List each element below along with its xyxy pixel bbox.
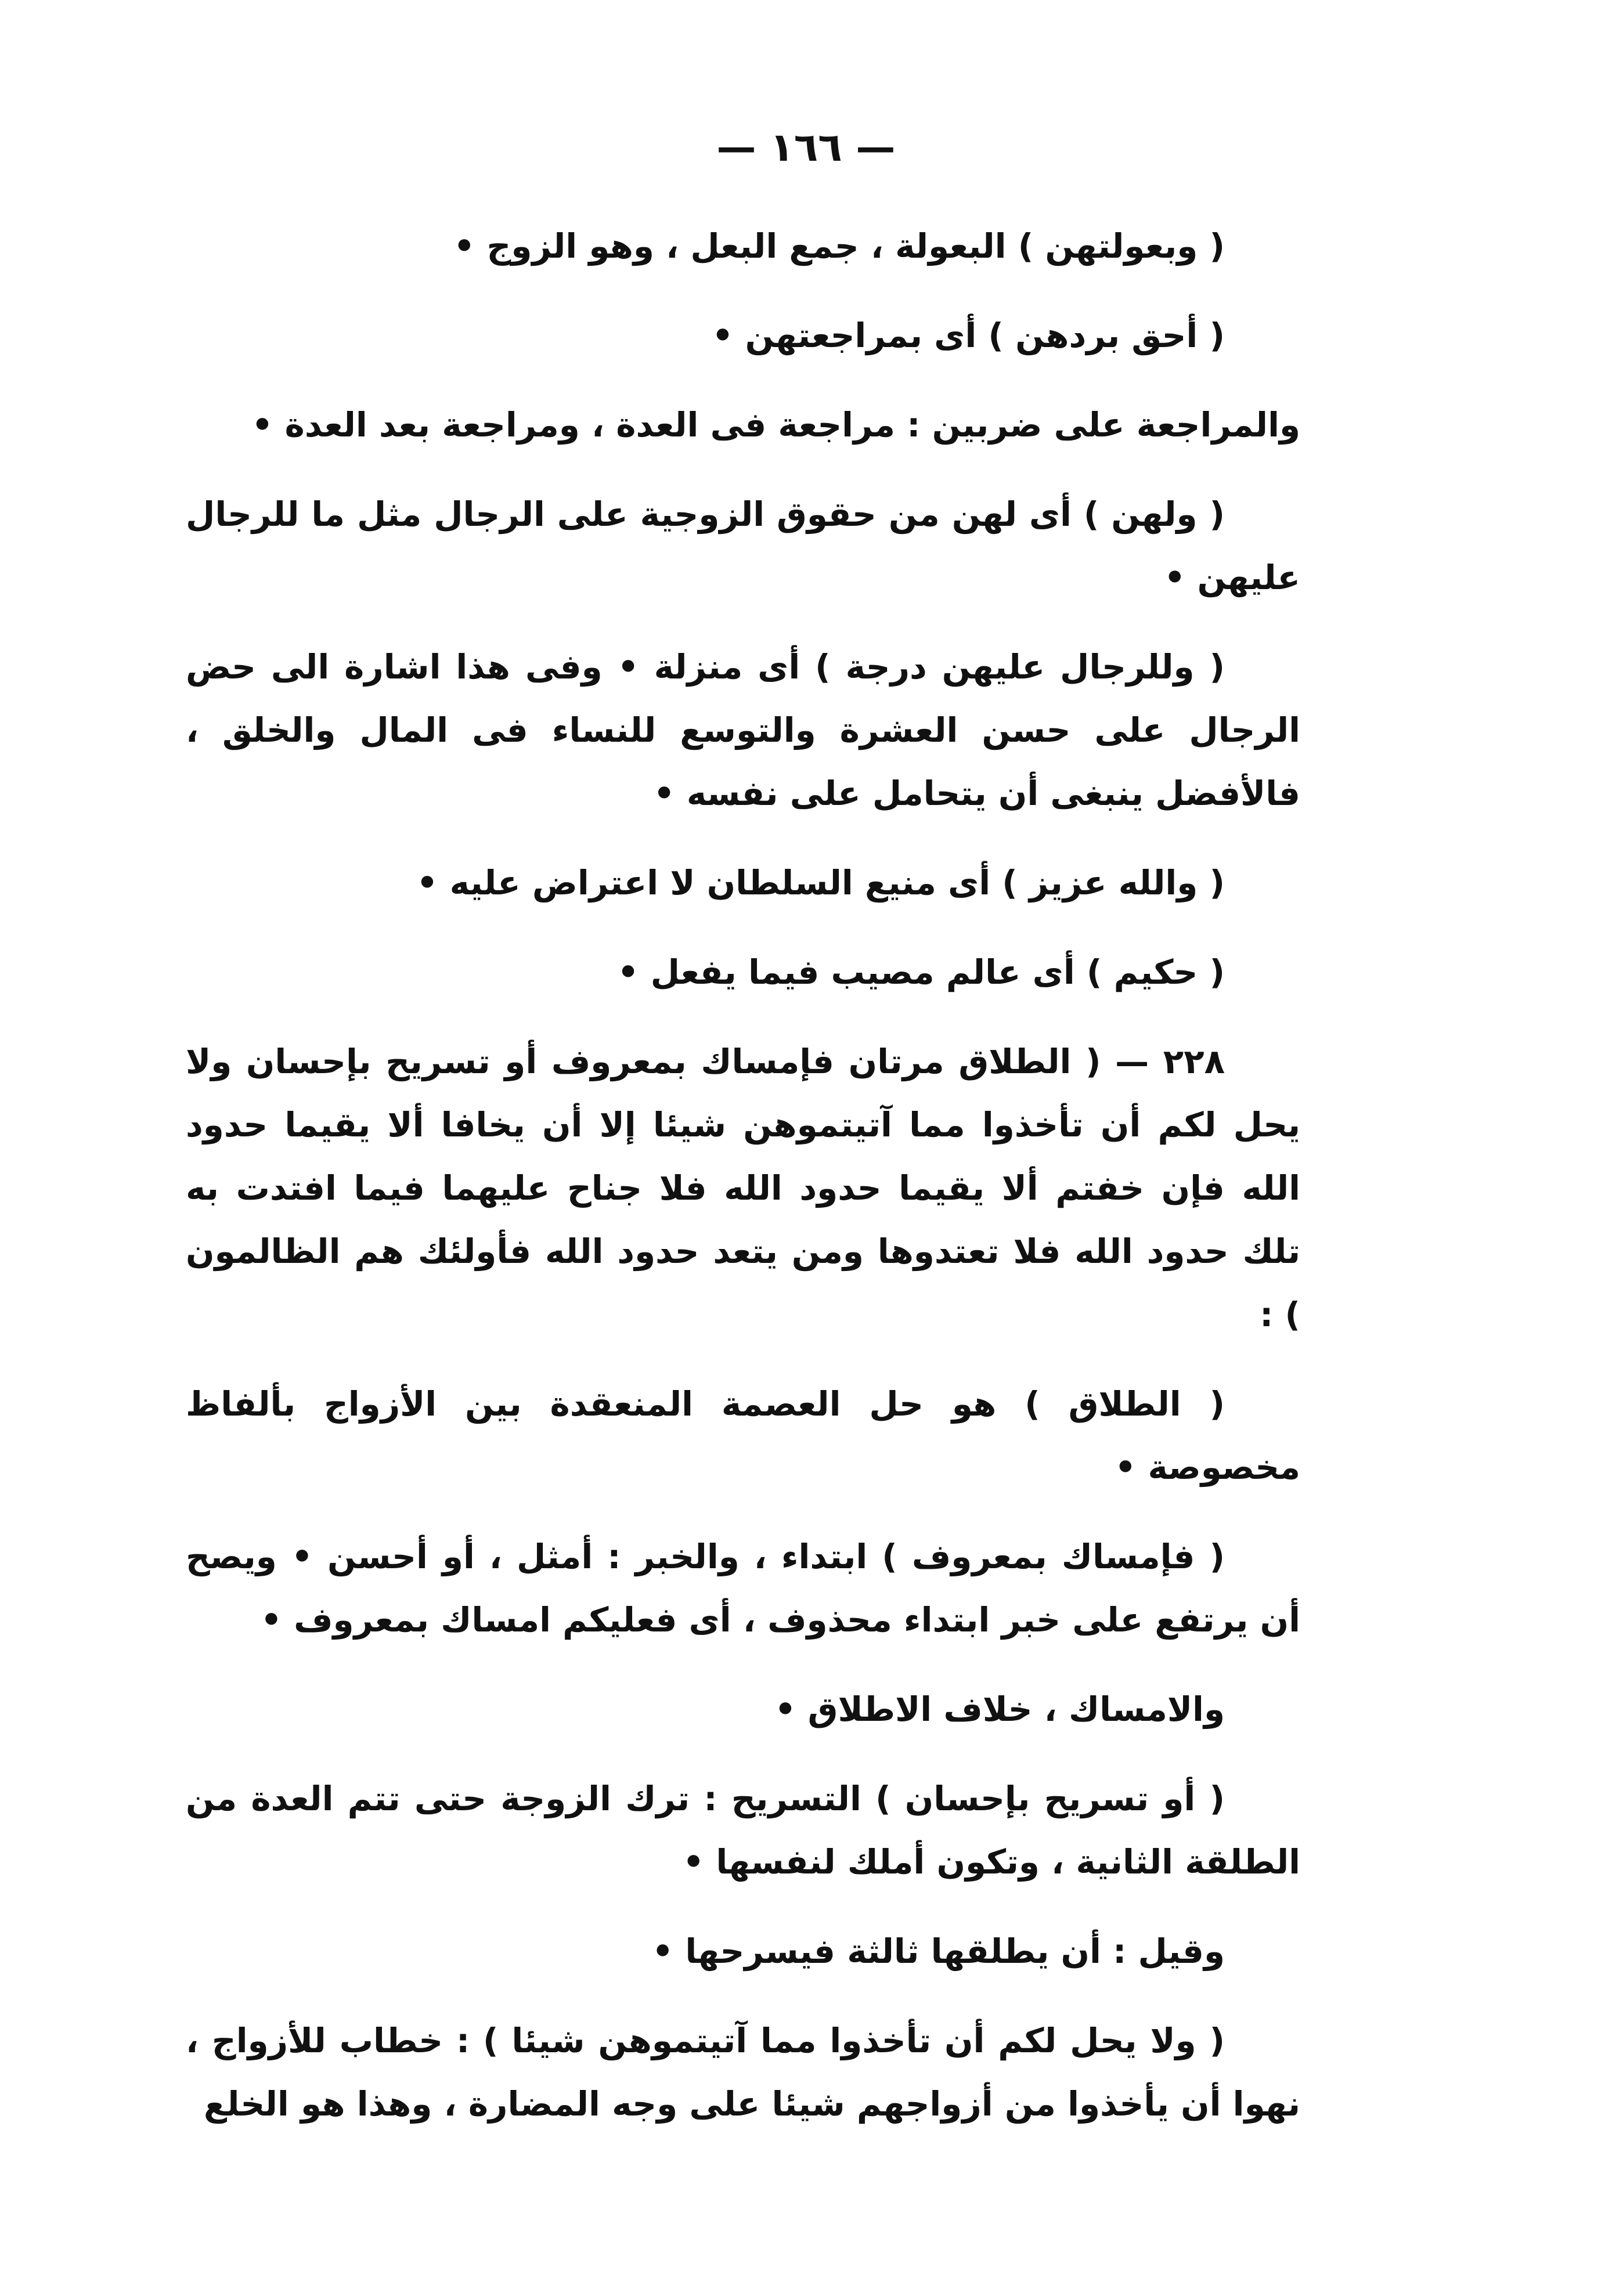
paragraph-wa-qila: وقيل : أن يطلقها ثالثة فيسرحها • bbox=[652, 1932, 1225, 1971]
paragraph-muraja-a: والمراجعة على ضربين : مراجعة فى العدة ، ومراجعة بعد العدة • bbox=[251, 405, 1300, 445]
paragraph-aziz: ( والله عزيز ) أى منيع السلطان لا اعتراض عليه • bbox=[416, 863, 1225, 902]
page-number: — ١٦٦ — bbox=[716, 125, 896, 171]
paragraph-la-yahillu: ( ولا يحل لكم أن تأخذوا مما آتيتموهن شيئا ) : خطاب للأزواج ، نهوا أن يأخذوا من أزواجهم شيئا على وجه المضارة ، وهذا هو الخلع bbox=[186, 2021, 1300, 2124]
paragraph-darajah: ( وللرجال عليهن درجة ) أى منزلة • وفى هذا اشارة الى حض الرجال على حسن العشرة والتوسع للنساء فى المال والخلق ، فالأفضل ينبغى أن يتحامل على نفسه • bbox=[186, 647, 1300, 813]
paragraph-verse-228: ٢٢٨ — ( الطلاق مرتان فإمساك بمعروف أو تسريح بإحسان ولا يحل لكم أن تأخذوا مما آتيتموهن شيئا إلا أن يخافا ألا يقيما حدود الله فإن خفتم ألا يقيما حدود الله فلا جناح عليهما فيما افتدت به تلك حدود الله فلا تعتدوها ومن يتعد حدود الله فأولئك هم الظالمون ) : bbox=[186, 1042, 1300, 1334]
paragraph-tasrih: ( أو تسريح بإحسان ) التسريح : ترك الزوجة حتى تتم العدة من الطلقة الثانية ، وتكون أملك لنفسها • bbox=[186, 1779, 1300, 1882]
paragraph-wa-lahunna: ( ولهن ) أى لهن من حقوق الزوجية على الرجال مثل ما للرجال عليهن • bbox=[186, 494, 1300, 597]
paragraph-hakim: ( حكيم ) أى عالم مصيب فيما يفعل • bbox=[617, 952, 1225, 992]
paragraph-imsak: ( فإمساك بمعروف ) ابتداء ، والخبر : أمثل ، أو أحسن • ويصح أن يرتفع على خبر ابتداء محذوف ، أى فعليكم امساك بمعروف • bbox=[186, 1537, 1300, 1640]
paragraph-ahaqqu-biraddihinna: ( أحق بردهن ) أى بمراجعتهن • bbox=[712, 316, 1225, 355]
paragraph-al-imsak: والامساك ، خلاف الاطلاق • bbox=[774, 1689, 1225, 1729]
paragraph-bowulatuhunna: ( وبعولتهن ) البعولة ، جمع البعل ، وهو الزوج • bbox=[453, 226, 1225, 266]
paragraph-talaq: ( الطلاق ) هو حل العصمة المنعقدة بين الأزواج بألفاظ مخصوصة • bbox=[186, 1384, 1300, 1487]
body-text bbox=[186, 215, 1300, 2162]
